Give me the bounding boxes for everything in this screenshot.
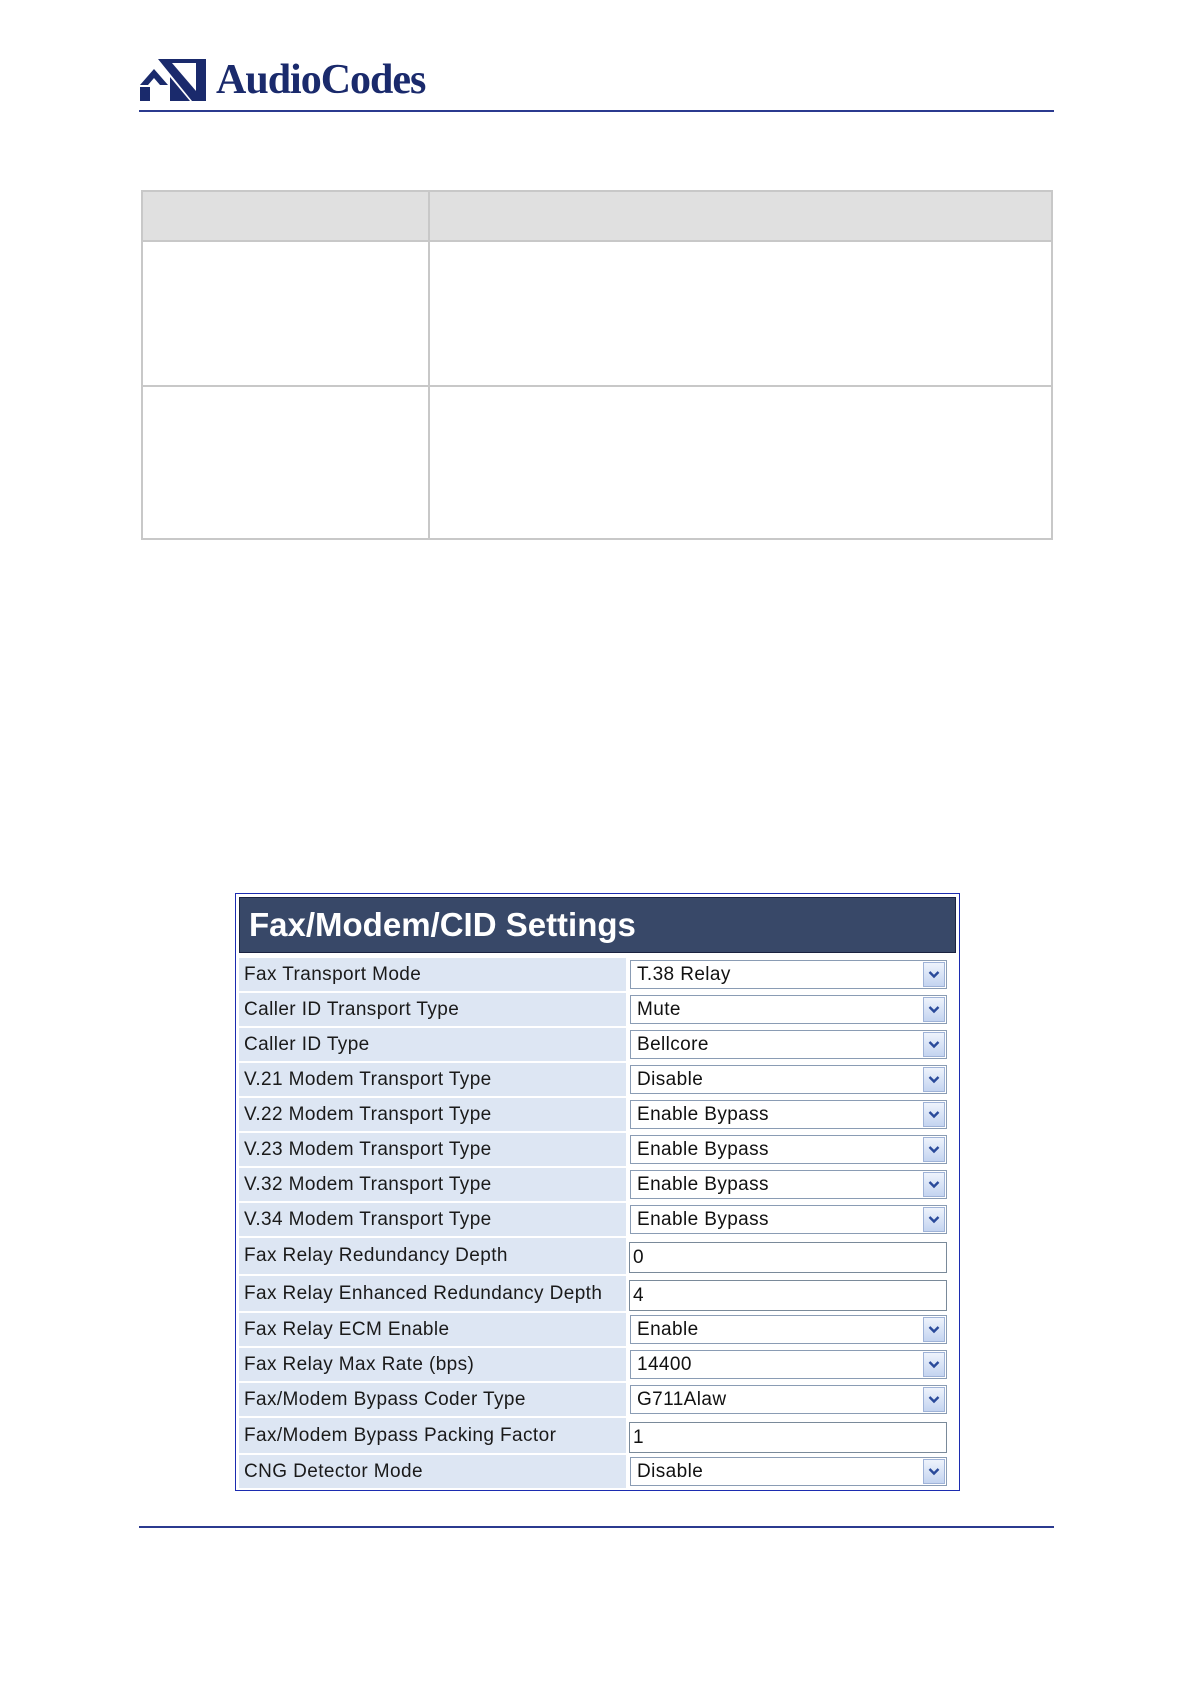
setting-control-cell <box>628 1203 956 1236</box>
setting-row <box>239 1063 956 1098</box>
setting-row <box>239 1455 956 1490</box>
setting-dropdown[interactable] <box>630 1135 947 1164</box>
setting-row <box>239 993 956 1028</box>
parameter-table-header <box>143 192 1051 242</box>
setting-text-input[interactable]: 0 <box>629 1242 947 1273</box>
audiocodes-logo <box>140 54 425 106</box>
parameter-table <box>141 190 1053 540</box>
chevron-down-icon[interactable] <box>923 997 945 1022</box>
setting-control-cell <box>628 993 956 1026</box>
dropdown-selected-value: T.38 Relay <box>637 964 731 985</box>
header-rule <box>139 110 1054 112</box>
setting-control-cell <box>628 958 956 991</box>
setting-row <box>239 1238 956 1276</box>
chevron-down-icon[interactable] <box>923 1102 945 1127</box>
setting-dropdown[interactable] <box>630 1100 947 1129</box>
setting-row <box>239 1418 956 1455</box>
setting-control-cell <box>628 1133 956 1166</box>
table-column-divider <box>428 192 430 538</box>
setting-row <box>239 1383 956 1418</box>
setting-dropdown[interactable] <box>630 1350 947 1379</box>
dropdown-selected-value: G711Alaw <box>637 1389 727 1410</box>
chevron-down-icon[interactable] <box>923 1387 945 1412</box>
setting-dropdown[interactable] <box>630 1030 947 1059</box>
setting-label: Fax/Modem Bypass Packing Factor <box>239 1418 626 1453</box>
dropdown-selected-value: Enable Bypass <box>637 1139 769 1160</box>
setting-dropdown[interactable] <box>630 1205 947 1234</box>
dropdown-selected-value: Enable <box>637 1319 699 1340</box>
settings-rows <box>239 958 956 1490</box>
setting-label: Caller ID Transport Type <box>239 993 626 1026</box>
setting-label: V.23 Modem Transport Type <box>239 1133 626 1166</box>
setting-control-cell <box>628 1418 956 1453</box>
chevron-down-icon[interactable] <box>923 1067 945 1092</box>
setting-control-cell <box>628 1168 956 1201</box>
setting-label: Caller ID Type <box>239 1028 626 1061</box>
chevron-down-icon[interactable] <box>923 1172 945 1197</box>
setting-row <box>239 1313 956 1348</box>
brand-name: AudioCodes <box>216 57 426 103</box>
setting-label: V.32 Modem Transport Type <box>239 1168 626 1201</box>
panel-title: Fax/Modem/CID Settings <box>239 897 956 953</box>
setting-dropdown[interactable] <box>630 1170 947 1199</box>
fax-modem-cid-settings-panel <box>235 893 960 1491</box>
setting-control-cell <box>628 1238 956 1274</box>
dropdown-selected-value: Mute <box>637 999 681 1020</box>
setting-control-cell <box>628 1028 956 1061</box>
setting-text-input[interactable]: 4 <box>629 1280 947 1311</box>
setting-control-cell <box>628 1383 956 1416</box>
setting-row <box>239 1028 956 1063</box>
setting-dropdown[interactable] <box>630 995 947 1024</box>
dropdown-selected-value: Enable Bypass <box>637 1174 769 1195</box>
footer-rule <box>139 1526 1054 1528</box>
setting-label: Fax/Modem Bypass Coder Type <box>239 1383 626 1416</box>
chevron-down-icon[interactable] <box>923 1459 945 1484</box>
setting-dropdown[interactable] <box>630 960 947 989</box>
chevron-down-icon[interactable] <box>923 1207 945 1232</box>
setting-dropdown[interactable] <box>630 1065 947 1094</box>
setting-label: Fax Transport Mode <box>239 958 626 991</box>
dropdown-selected-value: Bellcore <box>637 1034 709 1055</box>
setting-label: V.21 Modem Transport Type <box>239 1063 626 1096</box>
setting-dropdown[interactable] <box>630 1385 947 1414</box>
setting-row <box>239 1203 956 1238</box>
setting-text-input[interactable]: 1 <box>629 1422 947 1453</box>
setting-label: Fax Relay Enhanced Redundancy Depth <box>239 1276 626 1311</box>
setting-control-cell <box>628 1313 956 1346</box>
chevron-down-icon[interactable] <box>923 1352 945 1377</box>
setting-control-cell <box>628 1098 956 1131</box>
setting-label: CNG Detector Mode <box>239 1455 626 1488</box>
setting-row <box>239 958 956 993</box>
dropdown-selected-value: Enable Bypass <box>637 1104 769 1125</box>
setting-dropdown[interactable] <box>630 1457 947 1486</box>
setting-row <box>239 1133 956 1168</box>
setting-control-cell <box>628 1276 956 1311</box>
table-row-divider <box>143 385 1051 387</box>
setting-label: V.22 Modem Transport Type <box>239 1098 626 1131</box>
setting-dropdown[interactable] <box>630 1315 947 1344</box>
dropdown-selected-value: Enable Bypass <box>637 1209 769 1230</box>
setting-label: V.34 Modem Transport Type <box>239 1203 626 1236</box>
chevron-down-icon[interactable] <box>923 962 945 987</box>
setting-label: Fax Relay Max Rate (bps) <box>239 1348 626 1381</box>
setting-row <box>239 1168 956 1203</box>
setting-label: Fax Relay ECM Enable <box>239 1313 626 1346</box>
dropdown-selected-value: Disable <box>637 1069 704 1090</box>
chevron-down-icon[interactable] <box>923 1317 945 1342</box>
chevron-down-icon[interactable] <box>923 1137 945 1162</box>
setting-control-cell <box>628 1063 956 1096</box>
setting-label: Fax Relay Redundancy Depth <box>239 1238 626 1274</box>
setting-row <box>239 1348 956 1383</box>
dropdown-selected-value: 14400 <box>637 1354 692 1375</box>
setting-row <box>239 1276 956 1313</box>
setting-control-cell <box>628 1348 956 1381</box>
dropdown-selected-value: Disable <box>637 1461 704 1482</box>
setting-control-cell <box>628 1455 956 1488</box>
setting-row <box>239 1098 956 1133</box>
audiocodes-logo-icon <box>140 55 210 105</box>
chevron-down-icon[interactable] <box>923 1032 945 1057</box>
